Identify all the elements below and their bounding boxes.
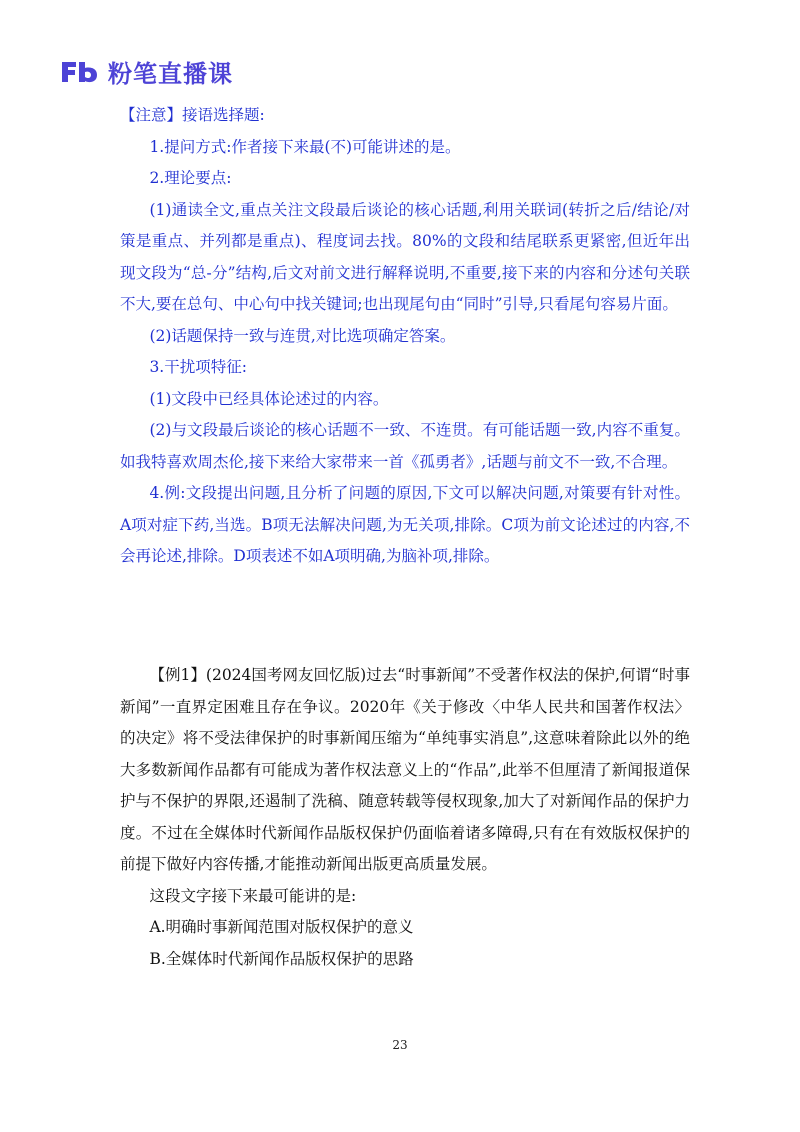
notes-heading: 【注意】接语选择题: <box>120 106 265 124</box>
notes-item-2-paragraph-1: (1)通读全文,重点关注文段最后谈论的核心话题,利用关联词(转折之后/结论/对策是重点、并列都是重点)、程度词去找。80%的文段和结尾联系更紧密,但近年出现文段为“总-分”结构,后文对前文进行解释说明,不重要,接下来的内容和分述句关联不大,要在总句、中心句中找关键词;也出现尾句由“同时”引导,只看尾句容易片面。 <box>120 200 690 313</box>
option-b: B.全媒体时代新闻作品版权保护的思路 <box>149 949 414 968</box>
example-question: 这段文字接下来最可能讲的是: <box>149 886 357 905</box>
example-section <box>120 660 690 975</box>
brand-logo <box>60 54 233 89</box>
notes-item-3-paragraph-1: (1)文段中已经具体论述过的内容。 <box>149 389 389 408</box>
fb-logo-icon <box>60 60 100 84</box>
option-a: A.明确时事新闻范围对版权保护的意义 <box>149 918 414 936</box>
example-passage: 【例1】(2024国考网友回忆版)过去“时事新闻”不受著作权法的保护,何谓“时事新闻”一直界定困难且存在争议。2020年《关于修改〈中华人民共和国著作权法〉的决定》将不受法律保护的时事新闻压缩为“单纯事实消息”,这意味着除此以外的绝大多数新闻作品都有可能成为著作权法意义上的“作品”,此举不但厘清了新闻报道保护与不保护的界限,还遏制了洗稿、随意转载等侵权现象,加大了对新闻作品的保护力度。不过在全媒体时代新闻作品版权保护仍面临着诸多障碍,只有在有效版权保护的前提下做好内容传播,才能推动新闻出版更高质量发展。 <box>120 666 690 873</box>
notes-item-3-paragraph-2: (2)与文段最后谈论的核心话题不一致、不连贯。有可能话题一致,内容不重复。如我特喜欢周杰伦,接下来给大家带来一首《孤勇者》,话题与前文不一致,不合理。 <box>120 421 690 471</box>
notes-section <box>120 100 690 573</box>
brand-name: 粉笔直播课 <box>108 60 233 88</box>
notes-item-1: 1.提问方式:作者接下来最(不)可能讲述的是。 <box>149 137 461 156</box>
notes-item-2-paragraph-2: (2)话题保持一致与连贯,对比选项确定答案。 <box>149 326 456 345</box>
notes-item-4: 4.例:文段提出问题,且分析了问题的原因,下文可以解决问题,对策要有针对性。A项对症下药,当选。B项无法解决问题,为无关项,排除。C项为前文论述过的内容,不会再论述,排除。D项表述不如A项明确,为脑补项,排除。 <box>120 484 690 565</box>
notes-item-2-title: 2.理论要点: <box>149 169 232 187</box>
notes-item-3-title: 3.干扰项特征: <box>149 358 247 376</box>
page-number: 23 <box>392 1038 408 1052</box>
